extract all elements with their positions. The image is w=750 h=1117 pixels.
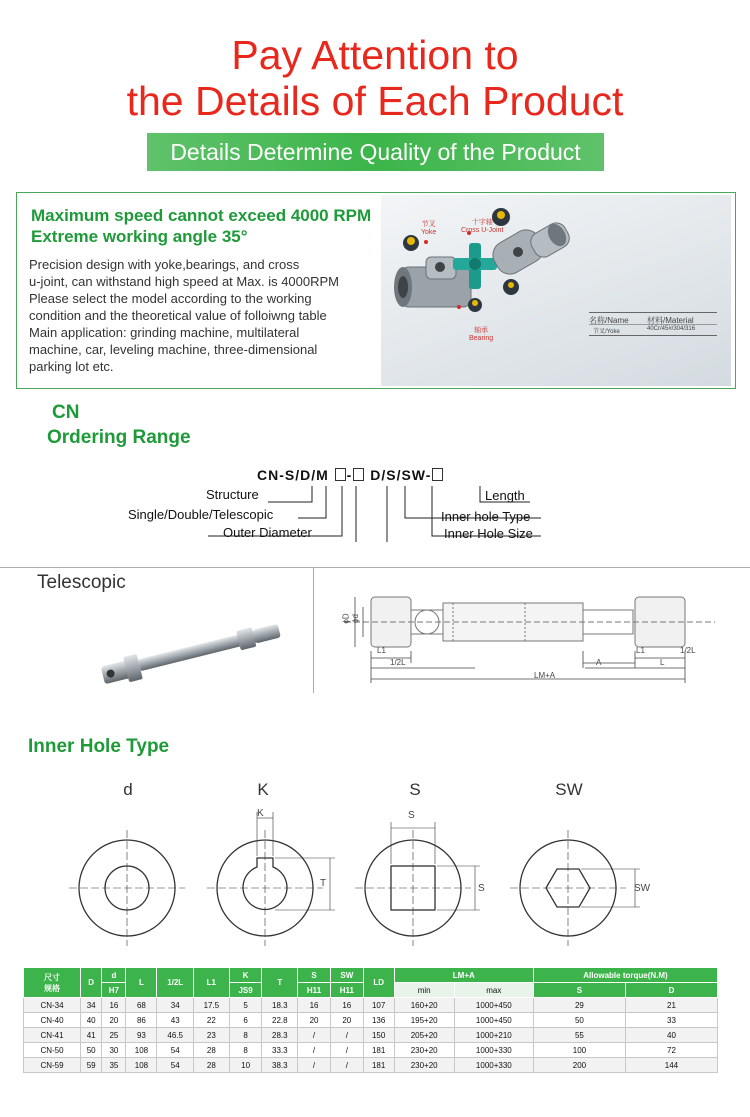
table-cell: 25 — [102, 1028, 126, 1043]
length-label: Length — [485, 488, 525, 503]
title-line-1: Pay Attention to — [231, 32, 519, 78]
sub-torque-d: D — [625, 983, 717, 998]
inner-hole-drawings — [60, 800, 700, 950]
table-cell: / — [330, 1028, 363, 1043]
telescopic-dimension-drawing — [335, 585, 735, 685]
corner-header — [24, 968, 81, 998]
outer-diameter-label: Outer Diameter — [223, 525, 312, 540]
table-cell: 20 — [298, 1013, 331, 1028]
table-cell: 108 — [126, 1058, 157, 1073]
dim-s-top: S — [408, 810, 415, 821]
table-cell: / — [330, 1058, 363, 1073]
model-cell: CN-34 — [24, 998, 81, 1013]
dim-sw: SW — [634, 883, 651, 894]
sub-torque-s: S — [533, 983, 625, 998]
dim-t: T — [320, 878, 327, 889]
col-half-L: 1/2L — [157, 968, 194, 998]
material-head-material: 材料/Material — [647, 316, 694, 325]
table-cell: 50 — [81, 1043, 102, 1058]
table-cell: 40 — [625, 1028, 717, 1043]
table-row — [24, 998, 718, 1013]
table-cell: 22 — [194, 1013, 230, 1028]
table-cell: 46.5 — [157, 1028, 194, 1043]
corner-top: 尺寸 — [44, 972, 60, 982]
exploded-joint-image — [381, 195, 731, 386]
table-cell: 41 — [81, 1028, 102, 1043]
table-row — [24, 1013, 718, 1028]
table-cell: 181 — [363, 1058, 394, 1073]
table-cell: 1000+450 — [454, 1013, 533, 1028]
table-cell: 136 — [363, 1013, 394, 1028]
table-cell: 108 — [126, 1043, 157, 1058]
dim-phi-D: ϕD — [341, 613, 351, 624]
table-cell: 22.8 — [262, 1013, 298, 1028]
material-table — [589, 312, 717, 336]
table-cell: 144 — [625, 1058, 717, 1073]
intro-panel — [16, 192, 736, 389]
corner-bottom: 规格 — [44, 983, 60, 993]
table-cell: 230+20 — [394, 1058, 454, 1073]
model-cell: CN-41 — [24, 1028, 81, 1043]
table-cell: 21 — [625, 998, 717, 1013]
col-L: L — [126, 968, 157, 998]
cross-joint-callout: 十字轴 Cross U-Joint — [461, 219, 504, 234]
series-heading: CN — [52, 402, 80, 423]
order-code-dash: - — [346, 467, 353, 483]
table-cell: 1000+450 — [454, 998, 533, 1013]
table-cell: 20 — [330, 1013, 363, 1028]
table-row — [24, 1058, 718, 1073]
table-cell: 59 — [81, 1058, 102, 1073]
order-code-prefix: CN-S/D/M — [257, 467, 329, 483]
table-cell: 29 — [533, 998, 625, 1013]
title-line-2: the Details of Each Product — [126, 78, 624, 124]
table-cell: / — [298, 1058, 331, 1073]
table-cell: 35 — [102, 1058, 126, 1073]
table-cell: 28 — [194, 1043, 230, 1058]
table-cell: 16 — [298, 998, 331, 1013]
spec-table-body — [24, 998, 718, 1073]
table-cell: 34 — [81, 998, 102, 1013]
sub-K: JS9 — [229, 983, 262, 998]
table-cell: 200 — [533, 1058, 625, 1073]
inner-hole-size-label: Inner Hole Size — [444, 526, 533, 541]
col-D: D — [81, 968, 102, 998]
model-cell: CN-59 — [24, 1058, 81, 1073]
table-cell: / — [330, 1043, 363, 1058]
table-cell: 1000+330 — [454, 1043, 533, 1058]
table-cell: 55 — [533, 1028, 625, 1043]
table-cell: 16 — [102, 998, 126, 1013]
table-cell: 43 — [157, 1013, 194, 1028]
table-cell: 5 — [229, 998, 262, 1013]
table-cell: 160+20 — [394, 998, 454, 1013]
dim-half-L-left: 1/2L — [390, 658, 406, 667]
dim-half-L-right: 1/2L — [680, 646, 696, 655]
sub-d: H7 — [102, 983, 126, 998]
table-cell: 8 — [229, 1028, 262, 1043]
dim-L: L — [660, 658, 665, 667]
dim-phi-d: ϕd — [350, 614, 360, 623]
table-cell: 40 — [81, 1013, 102, 1028]
table-cell: 30 — [102, 1043, 126, 1058]
sub-lm-max: max — [454, 983, 533, 998]
sub-S: H11 — [298, 983, 331, 998]
telescopic-joint-photo — [88, 605, 288, 685]
hole-type-s-label: S — [409, 780, 421, 799]
col-LD: LD — [363, 968, 394, 998]
telescopic-label: Telescopic — [37, 572, 126, 593]
dim-L1-right: L1 — [636, 646, 645, 655]
hole-type-sw-label: SW — [555, 780, 583, 799]
table-cell: 50 — [533, 1013, 625, 1028]
dim-A: A — [596, 658, 602, 667]
col-K: K — [229, 968, 262, 983]
table-cell: 54 — [157, 1043, 194, 1058]
dim-L1-left: L1 — [377, 646, 386, 655]
ordering-leader-lines — [0, 480, 750, 550]
table-cell: 17.5 — [194, 998, 230, 1013]
col-LM-A: LM+A — [394, 968, 533, 983]
spec-table — [23, 967, 718, 1073]
inner-hole-type-label: Inner hole Type — [441, 509, 531, 524]
table-cell: 33 — [625, 1013, 717, 1028]
table-cell: 195+20 — [394, 1013, 454, 1028]
structure-label: Structure — [206, 487, 259, 502]
col-L1: L1 — [194, 968, 230, 998]
model-cell: CN-50 — [24, 1043, 81, 1058]
table-cell: 8 — [229, 1043, 262, 1058]
table-cell: 23 — [194, 1028, 230, 1043]
sub-SW: H11 — [330, 983, 363, 998]
table-cell: 230+20 — [394, 1043, 454, 1058]
table-cell: 6 — [229, 1013, 262, 1028]
table-cell: 1000+210 — [454, 1028, 533, 1043]
order-code-suffix: D/S/SW- — [370, 467, 432, 483]
dim-total-length: LM+A — [534, 671, 556, 680]
yoke-callout: 节叉 Yoke — [421, 221, 437, 236]
quality-banner: Details Determine Quality of the Product — [147, 133, 604, 171]
model-cell: CN-40 — [24, 1013, 81, 1028]
max-speed-headline: Maximum speed cannot exceed 4000 RPM — [31, 206, 372, 225]
table-cell: / — [298, 1028, 331, 1043]
table-cell: 33.3 — [262, 1043, 298, 1058]
table-cell: 34 — [157, 998, 194, 1013]
ordering-range-heading: Ordering Range — [47, 427, 191, 448]
table-cell: 150 — [363, 1028, 394, 1043]
table-cell: 1000+330 — [454, 1058, 533, 1073]
table-cell: 18.3 — [262, 998, 298, 1013]
hole-type-k-label: K — [257, 780, 269, 799]
table-cell: 20 — [102, 1013, 126, 1028]
table-cell: 86 — [126, 1013, 157, 1028]
col-SW: SW — [330, 968, 363, 983]
col-torque: Allowable torque(N.M) — [533, 968, 717, 983]
table-cell: 205+20 — [394, 1028, 454, 1043]
table-cell: 10 — [229, 1058, 262, 1073]
material-row-name: 节叉/Yoke — [593, 329, 620, 335]
types-label: Single/Double/Telescopic — [128, 507, 274, 522]
material-row-material: 40Cr/45#/304/316 — [647, 326, 696, 332]
hole-type-d-label: d — [123, 780, 133, 799]
table-row — [24, 1028, 718, 1043]
table-cell: 93 — [126, 1028, 157, 1043]
inner-hole-type-heading: Inner Hole Type — [28, 736, 170, 757]
material-head-name: 名称/Name — [589, 316, 629, 325]
col-T: T — [262, 968, 298, 998]
col-S: S — [298, 968, 331, 983]
table-cell: 107 — [363, 998, 394, 1013]
bearing-callout: 轴承 Bearing — [469, 327, 494, 342]
table-cell: / — [298, 1043, 331, 1058]
dim-k: K — [257, 808, 264, 819]
table-cell: 54 — [157, 1058, 194, 1073]
dim-s-side: S — [478, 883, 485, 894]
working-angle-headline: Extreme working angle 35° — [31, 227, 248, 246]
table-cell: 28.3 — [262, 1028, 298, 1043]
sub-lm-min: min — [394, 983, 454, 998]
table-cell: 28 — [194, 1058, 230, 1073]
intro-description: Precision design with yoke,bearings, and cross u-joint, can withstand high speed at Max. is 4000RPM Please select the model according to the working condition and the theoretical value of folloiwng table Main application: grinding machine, multilateral machine, car, leveling machine, three-dimensional parking lot etc. — [29, 257, 340, 374]
table-row — [24, 1043, 718, 1058]
table-cell: 16 — [330, 998, 363, 1013]
table-cell: 100 — [533, 1043, 625, 1058]
table-cell: 38.3 — [262, 1058, 298, 1073]
col-d: d — [102, 968, 126, 983]
table-cell: 181 — [363, 1043, 394, 1058]
table-cell: 68 — [126, 998, 157, 1013]
table-cell: 72 — [625, 1043, 717, 1058]
